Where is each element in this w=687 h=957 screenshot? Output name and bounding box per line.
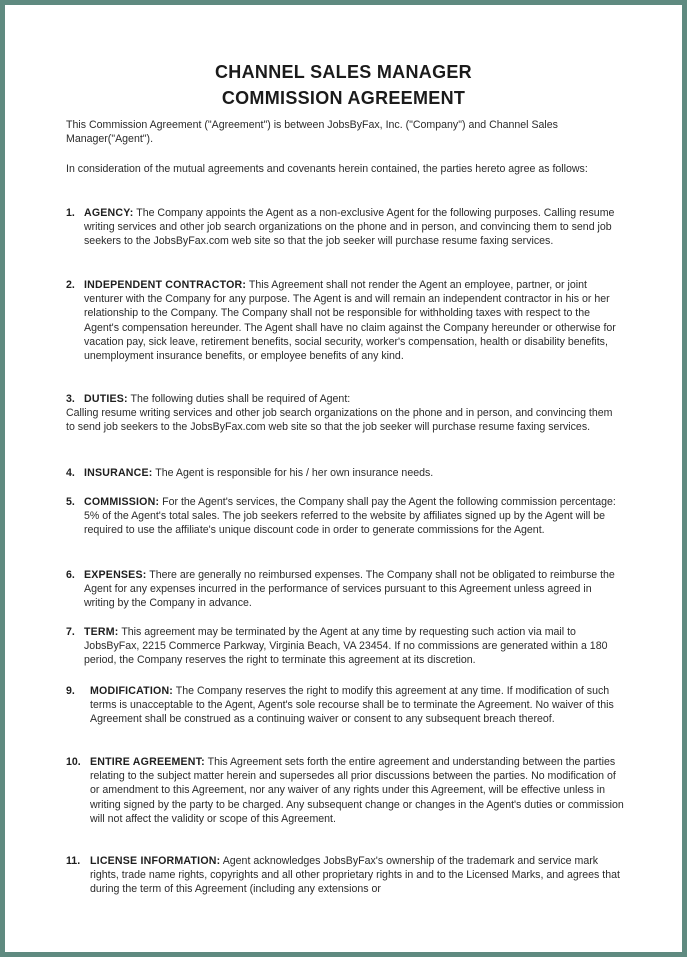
section-number: 10. bbox=[66, 756, 81, 768]
section-text: This agreement may be terminated by the Agent at any time by requesting such action via mail to JobsByFax, 2215 Commerce Parkway, Virginia Beach, VA 23454. If no commissions are generated within a 180 period, the Company reserves the right to terminate this agreement at its discretion. bbox=[84, 626, 608, 667]
section-body bbox=[84, 495, 624, 538]
section-number: 4. bbox=[66, 467, 75, 479]
section-heading: LICENSE INFORMATION: bbox=[90, 855, 221, 867]
section-text: Agent acknowledges JobsByFax's ownership of the trademark and service mark rights, trade name rights, copyrights and all other proprietary rights in and to the Licensed Marks, and agrees that during the term of this Agreement (including any extensions or bbox=[90, 855, 620, 896]
document-title-line-2: COMMISSION AGREEMENT bbox=[221, 88, 466, 108]
section-heading: ENTIRE AGREEMENT: bbox=[90, 756, 205, 768]
section-heading: INSURANCE: bbox=[84, 467, 153, 479]
section-text: The Company reserves the right to modify this agreement at any time. If modification of such terms is unacceptable to the Agent, Agent's sole recourse shall be to terminate the Agreement. No waiver of this Agreement shall be construed as a continuing waiver or consent to any subsequent breach thereof. bbox=[90, 685, 614, 726]
section-text: This Agreement shall not render the Agent an employee, partner, or joint venturer with the Company for any purpose. The Agent is and will remain an independent contractor in his or her relationship to the Company. The Company shall not be responsible for withholding taxes with respect to the Agent's compensation hereunder. The Agent shall have no claim against the Company hereunder or otherwise for vacation pay, sick leave, retirement benefits, social security, worker's compensation, health or disability benefits, unemployment insurance benefits, or employee benefits of any kind. bbox=[84, 279, 616, 363]
document-page bbox=[5, 5, 682, 952]
section-text: For the Agent's services, the Company shall pay the Agent the following commission percentage: 5% of the Agent's total sales. The job seekers referred to the website by affiliates signed up by the Agent will be required to use the affiliate's unique discount code in order to generate commissions for the Agent. bbox=[84, 496, 616, 537]
section-body bbox=[84, 466, 624, 480]
section-text: There are generally no reimbursed expenses. The Company shall not be obligated to reimburse the Agent for any expenses incurred in the performance of services pursuant to this Agreement unless agreed in writing by the Company in advance. bbox=[84, 569, 615, 610]
section-body bbox=[84, 392, 624, 406]
document-title-line-1: CHANNEL SALES MANAGER bbox=[215, 62, 472, 82]
section-heading: EXPENSES: bbox=[84, 569, 147, 581]
section-number: 9. bbox=[66, 685, 75, 697]
section-body bbox=[84, 206, 624, 249]
section-heading: TERM: bbox=[84, 626, 119, 638]
section-body bbox=[84, 625, 624, 668]
section-heading: MODIFICATION: bbox=[90, 685, 174, 697]
section-text: The following duties shall be required of Agent: bbox=[130, 393, 351, 405]
section-body bbox=[84, 278, 624, 363]
section-body bbox=[84, 568, 624, 611]
section-text: The Company appoints the Agent as a non-exclusive Agent for the following purposes. Calling resume writing services and other job search organizations on the phone and in person, and convincing them to send job seekers to the JobsByFax.com web site so that the job seeker will purchase resume faxing services. bbox=[84, 207, 615, 248]
section-heading: COMMISSION: bbox=[84, 496, 160, 508]
consideration-paragraph: In consideration of the mutual agreements and covenants herein contained, the parties hereto agree as follows: bbox=[66, 163, 588, 175]
section-number: 3. bbox=[66, 393, 75, 405]
section-number: 1. bbox=[66, 207, 75, 219]
section-text: The Agent is responsible for his / her own insurance needs. bbox=[155, 467, 434, 479]
section-number: 7. bbox=[66, 626, 75, 638]
section-heading: DUTIES: bbox=[84, 393, 128, 405]
section-body bbox=[90, 684, 624, 727]
duties-description: Calling resume writing services and other job search organizations on the phone and in person, and convincing them to send job seekers to the JobsByFax.com web site so that the job seeker will purchase resume faxing services. bbox=[66, 407, 613, 434]
section-number: 5. bbox=[66, 496, 75, 508]
section-number: 2. bbox=[66, 279, 75, 291]
intro-paragraph: This Commission Agreement ("Agreement") is between JobsByFax, Inc. ("Company") and Channel Sales Manager("Agent"). bbox=[66, 119, 558, 145]
section-heading: INDEPENDENT CONTRACTOR: bbox=[84, 279, 247, 291]
section-number: 11. bbox=[66, 855, 81, 867]
section-body bbox=[90, 755, 624, 826]
section-body bbox=[90, 854, 624, 897]
section-text: This Agreement sets forth the entire agreement and understanding between the parties relating to the subject matter herein and supersedes all prior discussions between the parties. No modification of or amendment to this Agreement, nor any waiver of any rights under this Agreement, will be effective unless in writing signed by the party to be charged. Any subsequent change or changes in the Agent's duties or commission will not affect the validity or scope of this Agreement. bbox=[90, 756, 624, 825]
section-number: 6. bbox=[66, 569, 75, 581]
section-heading: AGENCY: bbox=[84, 207, 134, 219]
